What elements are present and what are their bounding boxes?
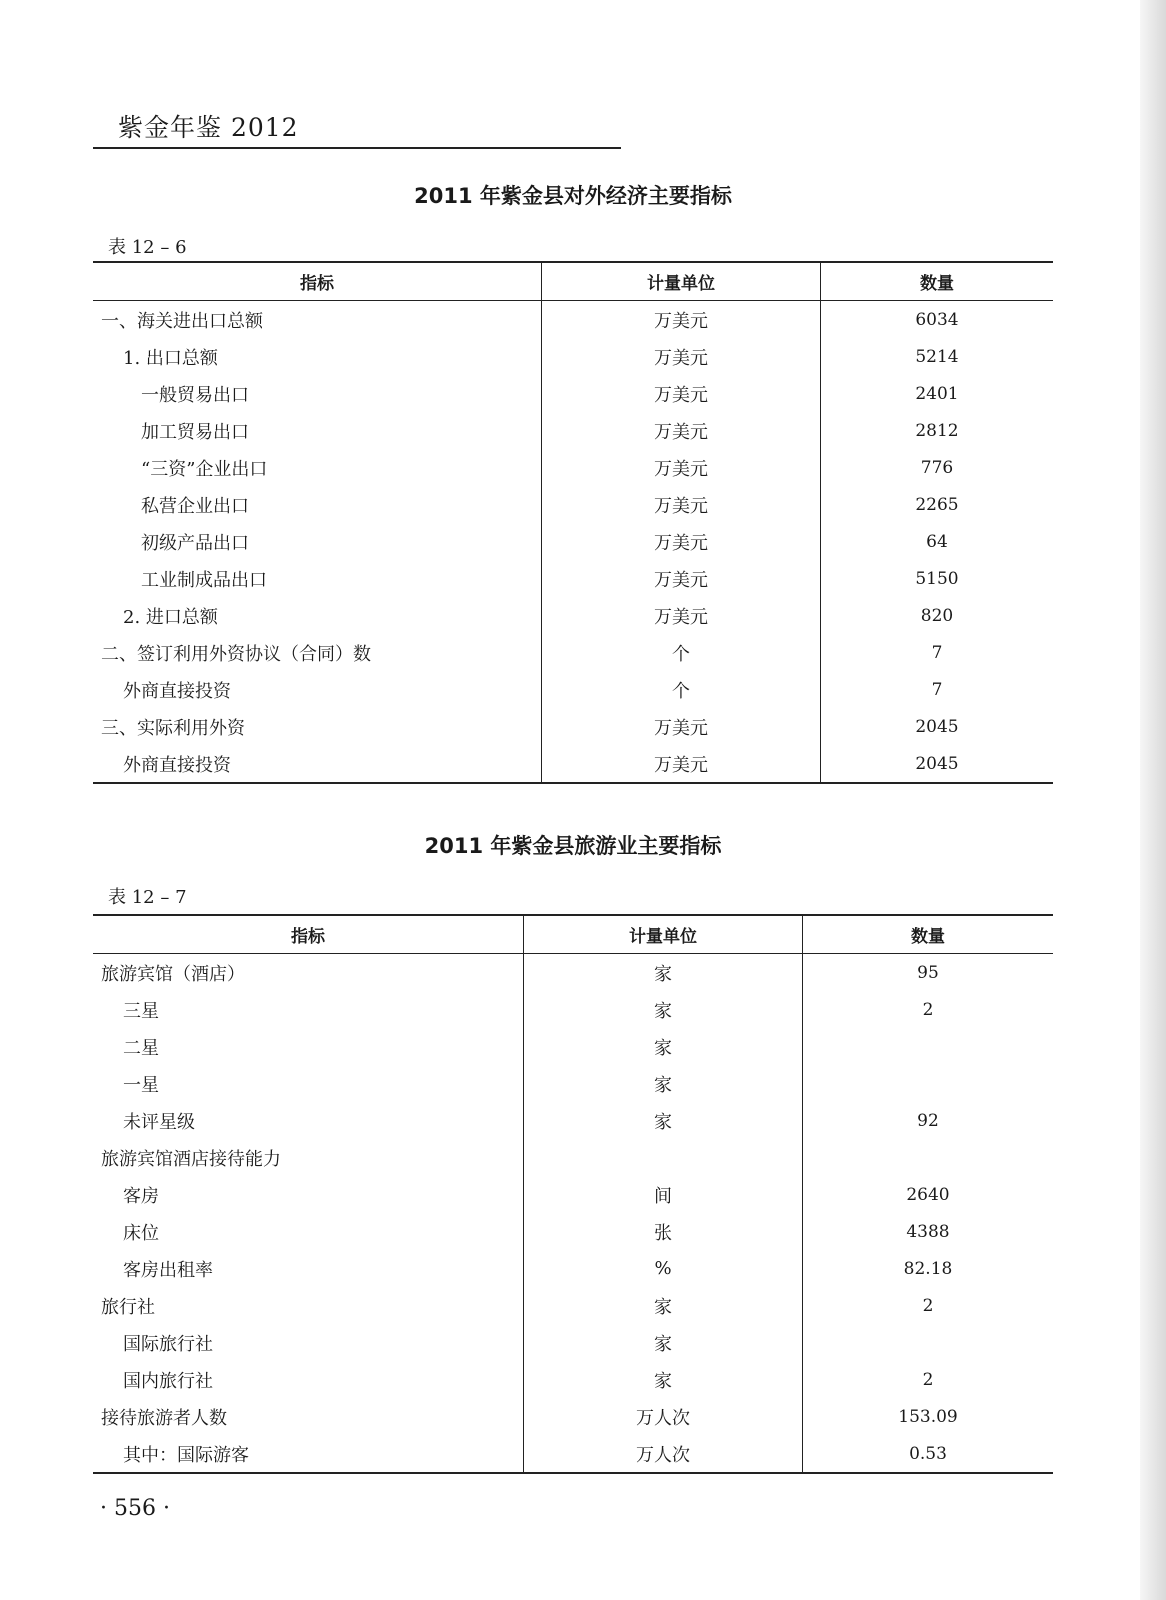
row-label: 旅游宾馆酒店接待能力 [93, 1139, 524, 1176]
row-value: 0.53 [909, 1443, 947, 1464]
table-row [93, 1250, 1053, 1287]
row-value [803, 1065, 1054, 1102]
table-row [93, 449, 1053, 486]
table-row [93, 597, 1053, 634]
row-label: 工业制成品出口 [93, 560, 542, 597]
row-value [803, 1139, 1054, 1176]
row-value: 2 [922, 1295, 934, 1316]
table-row [93, 1287, 1053, 1324]
row-value: 4388 [906, 1221, 950, 1242]
row-value: 7 [931, 642, 943, 663]
row-unit: 个 [542, 671, 821, 708]
row-value: 2265 [915, 494, 959, 515]
row-value: 820 [920, 605, 954, 626]
row-unit: 万美元 [542, 486, 821, 523]
row-unit: 家 [524, 1102, 803, 1139]
table1-number: 表 12 – 6 [108, 237, 187, 258]
row-value: 64 [926, 531, 948, 552]
row-label: 二星 [93, 1028, 524, 1065]
table-row [93, 1065, 1053, 1102]
row-unit: 家 [524, 1324, 803, 1361]
row-unit: 万美元 [542, 523, 821, 560]
row-value: 776 [920, 457, 954, 478]
table1-title: 2011 年紫金县对外经济主要指标 [414, 184, 732, 208]
row-unit: 家 [524, 1361, 803, 1398]
table1-header-indicator: 指标 [93, 262, 542, 301]
row-label: 床位 [93, 1213, 524, 1250]
row-value: 153.09 [898, 1406, 958, 1427]
row-unit: 万美元 [542, 375, 821, 412]
row-value: 2640 [906, 1184, 950, 1205]
row-unit: 家 [524, 954, 803, 992]
header-rule [93, 147, 621, 149]
table-row [93, 375, 1053, 412]
table-row [93, 1361, 1053, 1398]
table-row [93, 671, 1053, 708]
row-label: 其中：国际游客 [93, 1435, 524, 1473]
table-row [93, 634, 1053, 671]
row-unit: 家 [524, 1028, 803, 1065]
table2-title: 2011 年紫金县旅游业主要指标 [424, 834, 722, 858]
table-row [93, 412, 1053, 449]
table-row [93, 1102, 1053, 1139]
row-value: 6034 [915, 309, 959, 330]
table2-header-indicator: 指标 [93, 915, 524, 954]
table-row [93, 1435, 1053, 1473]
table2 [93, 914, 1053, 1474]
row-label: 外商直接投资 [93, 671, 542, 708]
row-value: 2045 [915, 753, 959, 774]
row-label: 旅游宾馆（酒店） [93, 954, 524, 992]
table-row [93, 708, 1053, 745]
table2-number: 表 12 – 7 [108, 887, 187, 908]
table2-header-quantity: 数量 [803, 915, 1054, 954]
row-label: 三、实际利用外资 [93, 708, 542, 745]
row-value: 5214 [915, 346, 959, 367]
row-unit: 家 [524, 1065, 803, 1102]
row-value: 2 [922, 1369, 934, 1390]
row-value: 2045 [915, 716, 959, 737]
row-label: 旅行社 [93, 1287, 524, 1324]
row-label: 初级产品出口 [93, 523, 542, 560]
row-unit: 万美元 [542, 338, 821, 375]
row-label: 未评星级 [93, 1102, 524, 1139]
row-label: 一般贸易出口 [93, 375, 542, 412]
table-row [93, 954, 1053, 992]
row-unit: 间 [524, 1176, 803, 1213]
table-row [93, 745, 1053, 783]
row-value [803, 1028, 1054, 1065]
row-unit: 万美元 [542, 597, 821, 634]
running-head: 紫金年鉴 2012 [118, 113, 299, 142]
table1-header-row [93, 262, 1053, 301]
table1 [93, 261, 1053, 784]
row-unit: 万人次 [524, 1398, 803, 1435]
row-unit: 家 [524, 1287, 803, 1324]
table2-header-row [93, 915, 1053, 954]
row-label: 2. 进口总额 [93, 597, 542, 634]
row-label: 客房出租率 [93, 1250, 524, 1287]
page-number: · 556 · [100, 1496, 170, 1521]
row-value: 7 [931, 679, 943, 700]
row-value: 2812 [915, 420, 959, 441]
row-unit: 万美元 [542, 745, 821, 783]
row-label: 加工贸易出口 [93, 412, 542, 449]
row-value: 5150 [915, 568, 959, 589]
table-row [93, 1324, 1053, 1361]
table-row [93, 338, 1053, 375]
row-unit: 万美元 [542, 301, 821, 339]
row-value: 82.18 [903, 1258, 953, 1279]
table2-header-unit: 计量单位 [524, 915, 803, 954]
row-unit: % [524, 1250, 803, 1287]
row-label: 三星 [93, 991, 524, 1028]
row-value: 2 [922, 999, 934, 1020]
row-value: 95 [917, 962, 939, 983]
row-unit: 万美元 [542, 560, 821, 597]
table-row [93, 1213, 1053, 1250]
row-label: 私营企业出口 [93, 486, 542, 523]
row-unit: 个 [542, 634, 821, 671]
table-row [93, 1028, 1053, 1065]
table-row [93, 486, 1053, 523]
row-unit: 万美元 [542, 412, 821, 449]
row-unit [524, 1139, 803, 1176]
row-value [803, 1324, 1054, 1361]
row-value: 2401 [915, 383, 959, 404]
row-label: 一星 [93, 1065, 524, 1102]
row-label: 国内旅行社 [93, 1361, 524, 1398]
row-unit: 万美元 [542, 708, 821, 745]
row-unit: 万美元 [542, 449, 821, 486]
row-unit: 家 [524, 991, 803, 1028]
table-row [93, 523, 1053, 560]
page-edge-shadow [1140, 0, 1166, 1600]
table1-header-quantity: 数量 [821, 262, 1054, 301]
table-row [93, 301, 1053, 339]
row-label: 国际旅行社 [93, 1324, 524, 1361]
row-label: “三资”企业出口 [93, 449, 542, 486]
table-row [93, 1176, 1053, 1213]
table-row [93, 560, 1053, 597]
row-value: 92 [917, 1110, 939, 1131]
row-label: 外商直接投资 [93, 745, 542, 783]
row-label: 接待旅游者人数 [93, 1398, 524, 1435]
row-unit: 万人次 [524, 1435, 803, 1473]
table-row [93, 1398, 1053, 1435]
row-label: 一、海关进出口总额 [93, 301, 542, 339]
table-row [93, 991, 1053, 1028]
table-row [93, 1139, 1053, 1176]
row-unit: 张 [524, 1213, 803, 1250]
table1-header-unit: 计量单位 [542, 262, 821, 301]
row-label: 1. 出口总额 [93, 338, 542, 375]
row-label: 客房 [93, 1176, 524, 1213]
row-label: 二、签订利用外资协议（合同）数 [93, 634, 542, 671]
